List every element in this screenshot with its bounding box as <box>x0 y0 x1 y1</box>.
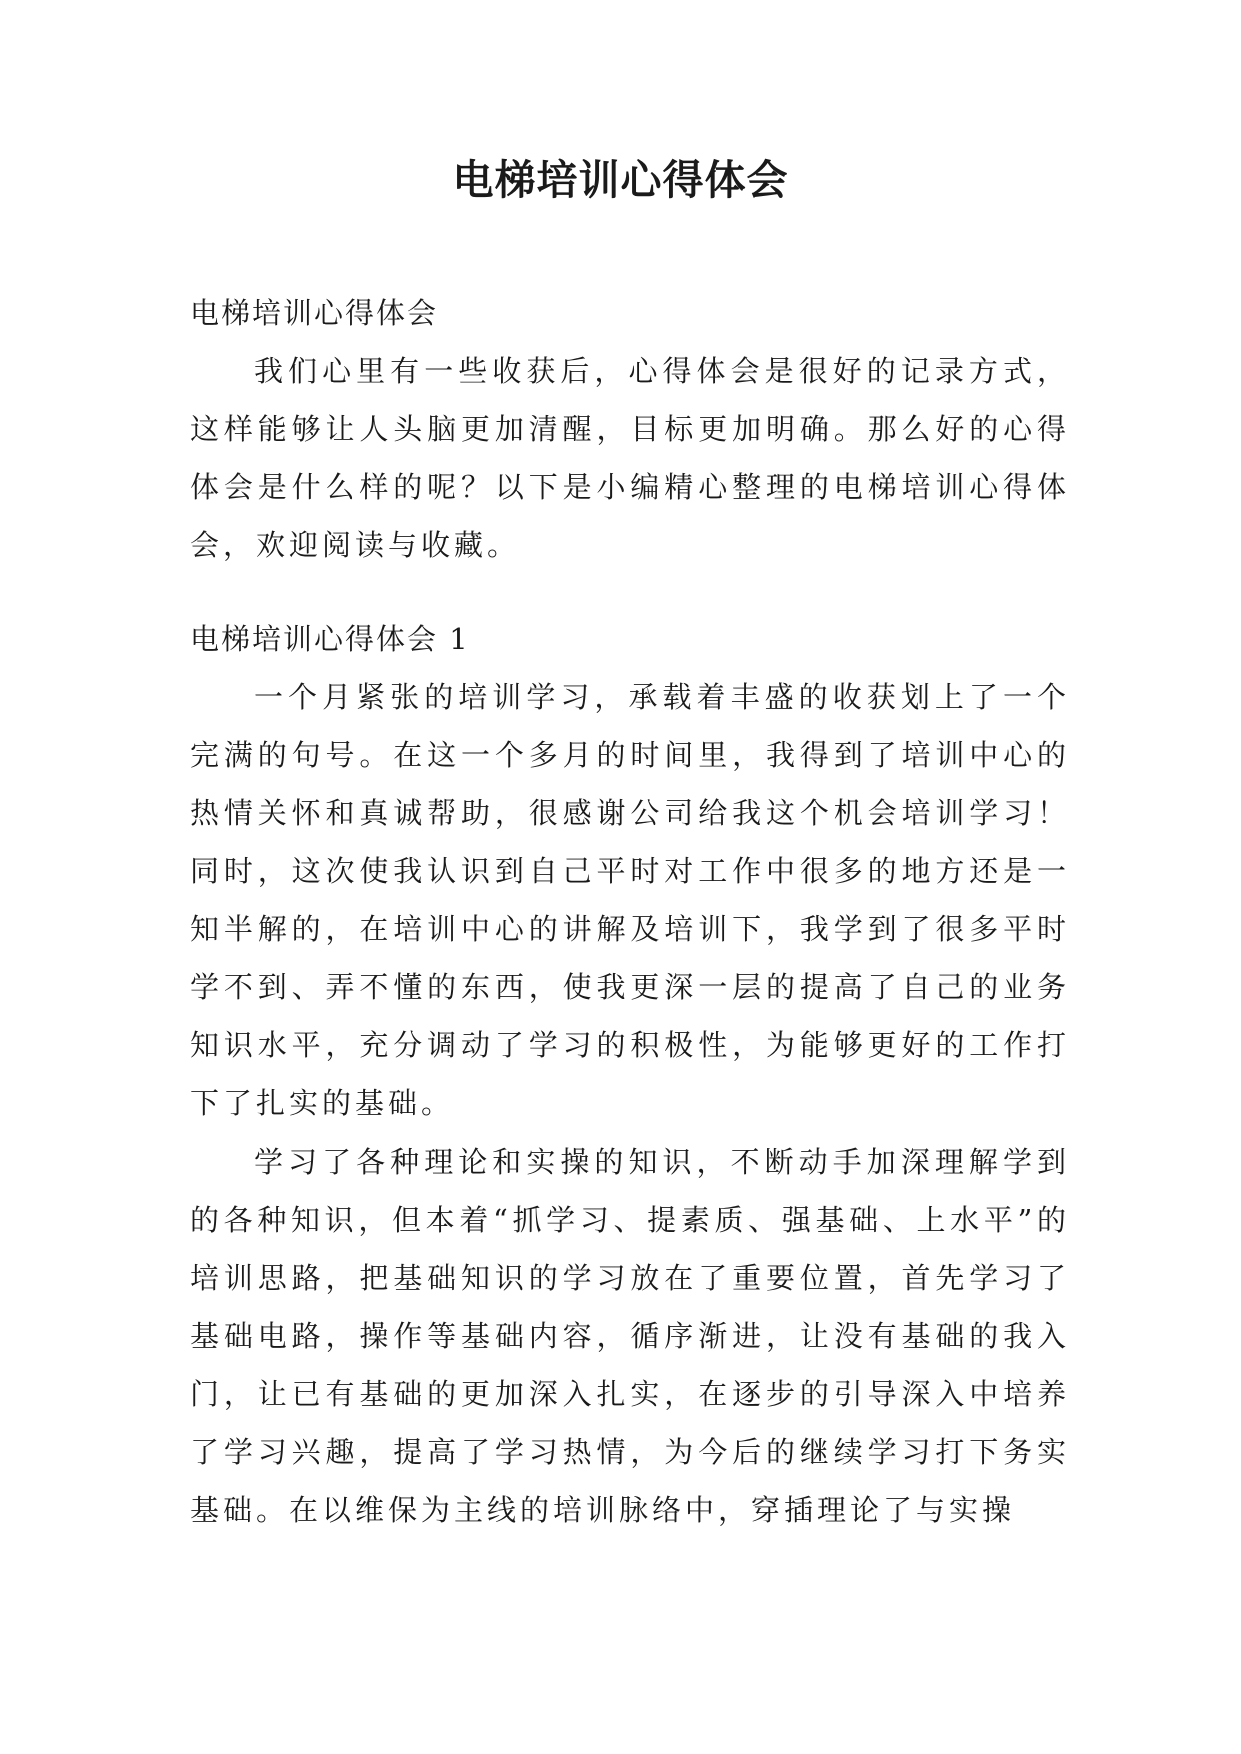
section-1-paragraph-2: 学习了各种理论和实操的知识，不断动手加深理解学到的各种知识，但本着“抓学习、提素质、强基础、上水平”的培训思路，把基础知识的学习放在了重要位置，首先学习了基础电路，操作等基础内容，循序渐进，让没有基础的我入门，让已有基础的更加深入扎实，在逐步的引导深入中培养了学习兴趣，提高了学习热情，为今后的继续学习打下务实基础。在以维保为主线的培训脉络中，穿插理论了与实操 <box>190 1145 1070 1527</box>
intro-paragraph: 我们心里有一些收获后，心得体会是很好的记录方式，这样能够让人头脑更加清醒，目标更加明确。那么好的心得体会是什么样的呢？以下是小编精心整理的电梯培训心得体会，欢迎阅读与收藏。 <box>190 354 1070 562</box>
section-1-heading: 电梯培训心得体会 1 <box>190 622 470 656</box>
intro-heading: 电梯培训心得体会 <box>190 296 439 330</box>
document-title: 电梯培训心得体会 <box>452 156 789 204</box>
section-1-paragraph-1: 一个月紧张的培训学习，承载着丰盛的收获划上了一个完满的句号。在这一个多月的时间里，我得到了培训中心的热情关怀和真诚帮助，很感谢公司给我这个机会培训学习！同时，这次使我认识到自己平时对工作中很多的地方还是一知半解的，在培训中心的讲解及培训下，我学到了很多平时学不到、弄不懂的东西，使我更深一层的提高了自己的业务知识水平，充分调动了学习的积极性，为能够更好的工作打下了扎实的基础。 <box>190 680 1070 1120</box>
